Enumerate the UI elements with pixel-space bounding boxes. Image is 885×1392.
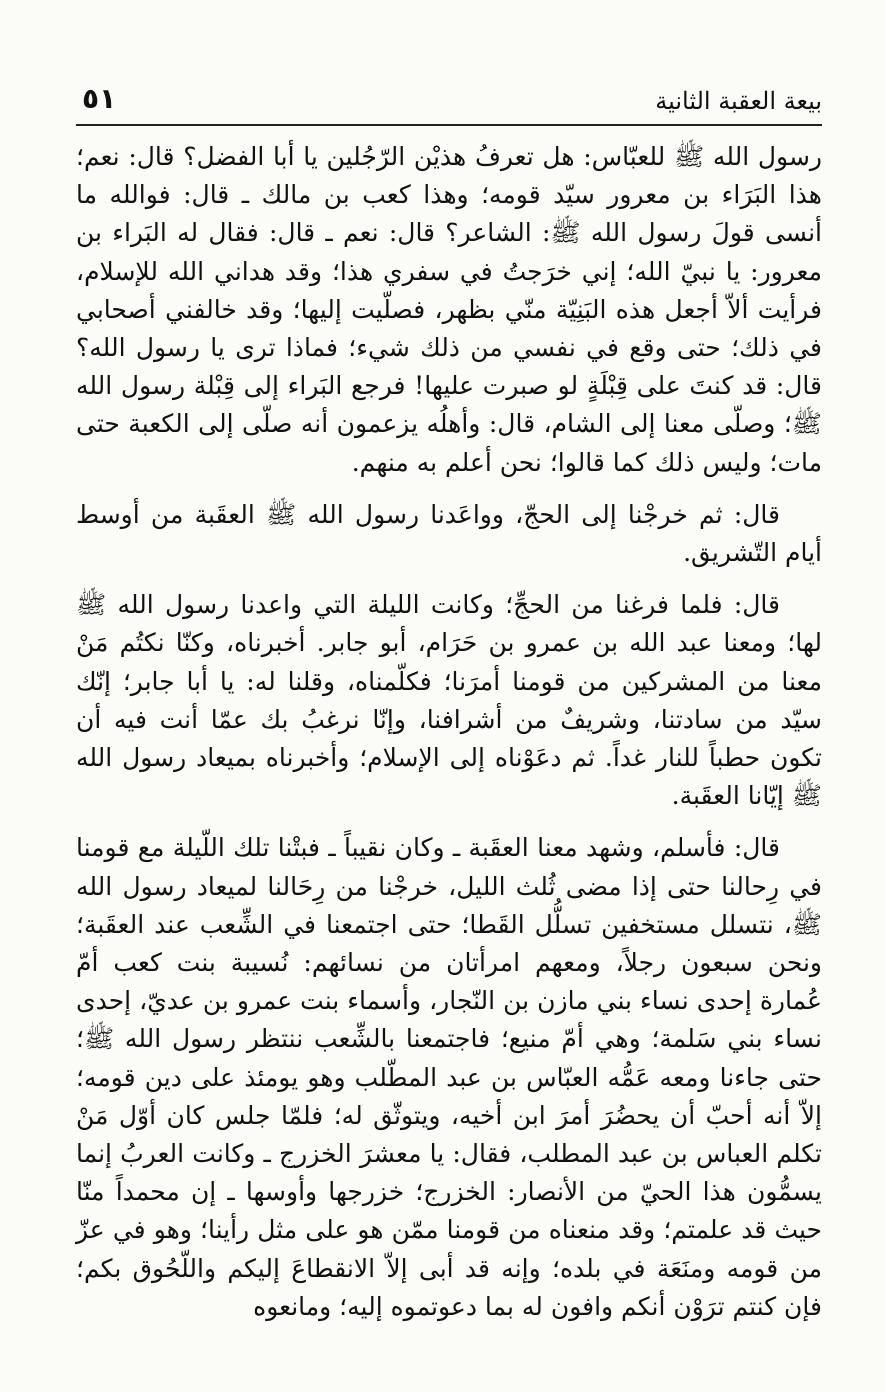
paragraph: قال: فلما فرغنا من الحجِّ؛ وكانت الليلة التي واعدنا رسول الله ﷺ لها؛ ومعنا عبد الله بن عمرو بن حَرَام، أبو جابر. أخبرناه، وكنّا نكتُم مَنْ معنا من المشركين من قومنا أمرَنا؛ فكلّمناه، وقلنا له: يا أبا جابر؛ إنّك سيّد من سادتنا، وشريفٌ من أشرافنا، وإنّا نرغبُ بك عمّا أنت فيه أن تكون حطباً للنار غداً. ثم دعَوْناه إلى الإسلام؛ وأخبرناه بميعاد رسول الله ﷺ إيّانا العقَبة.	[76, 590, 822, 811]
paragraph: رسول الله ﷺ للعبّاس: هل تعرفُ هذيْن الرّجُلين يا أبا الفضل؟ قال: نعم؛ هذا البَرَاء بن معرور سيّد قومه؛ وهذا كعب بن مالك ـ قال: فوالله ما أنسى قولَ رسول الله ﷺ: الشاعر؟ قال: نعم ـ قال: فقال له البَراء بن معرور: يا نبيّ الله؛ إني خرَجتُ في سفري هذا؛ وقد هداني الله للإسلام، فرأيت ألاّ أجعل هذه البَنِيّة منّي بظهر، فصلّيت إليها؛ وقد خالفني أصحابي في ذلك؛ حتى وقع في نفسي من ذلك شيء؛ فماذا ترى يا رسول الله؟ قال: قد كنتَ على قِبْلَةٍ لو صبرت عليها! فرجع البَراء إلى قِبْلة رسول الله ﷺ؛ وصلّى معنا إلى الشام، قال: وأهلُه يزعمون أنه صلّى إلى الكعبة حتى مات؛ وليس ذلك كما قالوا؛ نحن أعلم به منهم.	[76, 142, 822, 477]
body-text	[76, 138, 822, 1326]
page-number: ٥١	[82, 82, 117, 115]
running-title: بيعة العقبة الثانية	[655, 87, 822, 115]
paragraph: قال: فأسلم، وشهد معنا العقَبة ـ وكان نقيباً ـ فبتْنا تلك اللّيلة مع قومنا في رِحالنا حتى إذا مضى ثُلث الليل، خرجْنا من رِحَالنا لميعاد رسول الله ﷺ، نتسلل مستخفين تسلُّل القَطا؛ حتى اجتمعنا في الشِّعب عند العقَبة؛ ونحن سبعون رجلاً، ومعهم امرأتان من نسائهم: نُسيبة بنت كعب أمّ عُمارة إحدى نساء بني مازن بن النّجار، وأسماء بنت عمرو بن عديّ، إحدى نساء بني سَلمة؛ وهي أمّ منيع؛ فاجتمعنا بالشِّعب ننتظر رسول الله ﷺ؛ حتى جاءنا ومعه عَمُّه العبّاس بن عبد المطّلب وهو يومئذ على دين قومه؛ إلاّ أنه أحبّ أن يحضُرَ أمرَ ابن أخيه، ويتوثّق له؛ فلمّا جلس كان أوّل مَنْ تكلم العباس بن عبد المطلب، فقال: يا معشرَ الخزرج ـ وكانت العربُ إنما يسمُّون هذا الحيّ من الأنصار: الخزرج؛ خزرجها وأوسها ـ إن محمداً منّا حيث قد علمتم؛ وقد منعناه من قومنا ممّن هو على مثل رأينا؛ وهو في عزّ من قومه ومنَعَة في بلده؛ وإنه قد أبى إلاّ الانقطاعَ إليكم واللّحُوق بكم؛ فإن كنتم ترَوْن أنكم وافون له بما دعوتموه إليه؛ ومانعوه	[76, 833, 823, 1321]
page-header	[76, 84, 822, 120]
paragraph: قال: ثم خرجْنا إلى الحجّ، وواعَدنا رسول الله ﷺ العقَبة من أوسط أيام التّشريق.	[76, 499, 822, 568]
header-rule	[76, 124, 822, 126]
